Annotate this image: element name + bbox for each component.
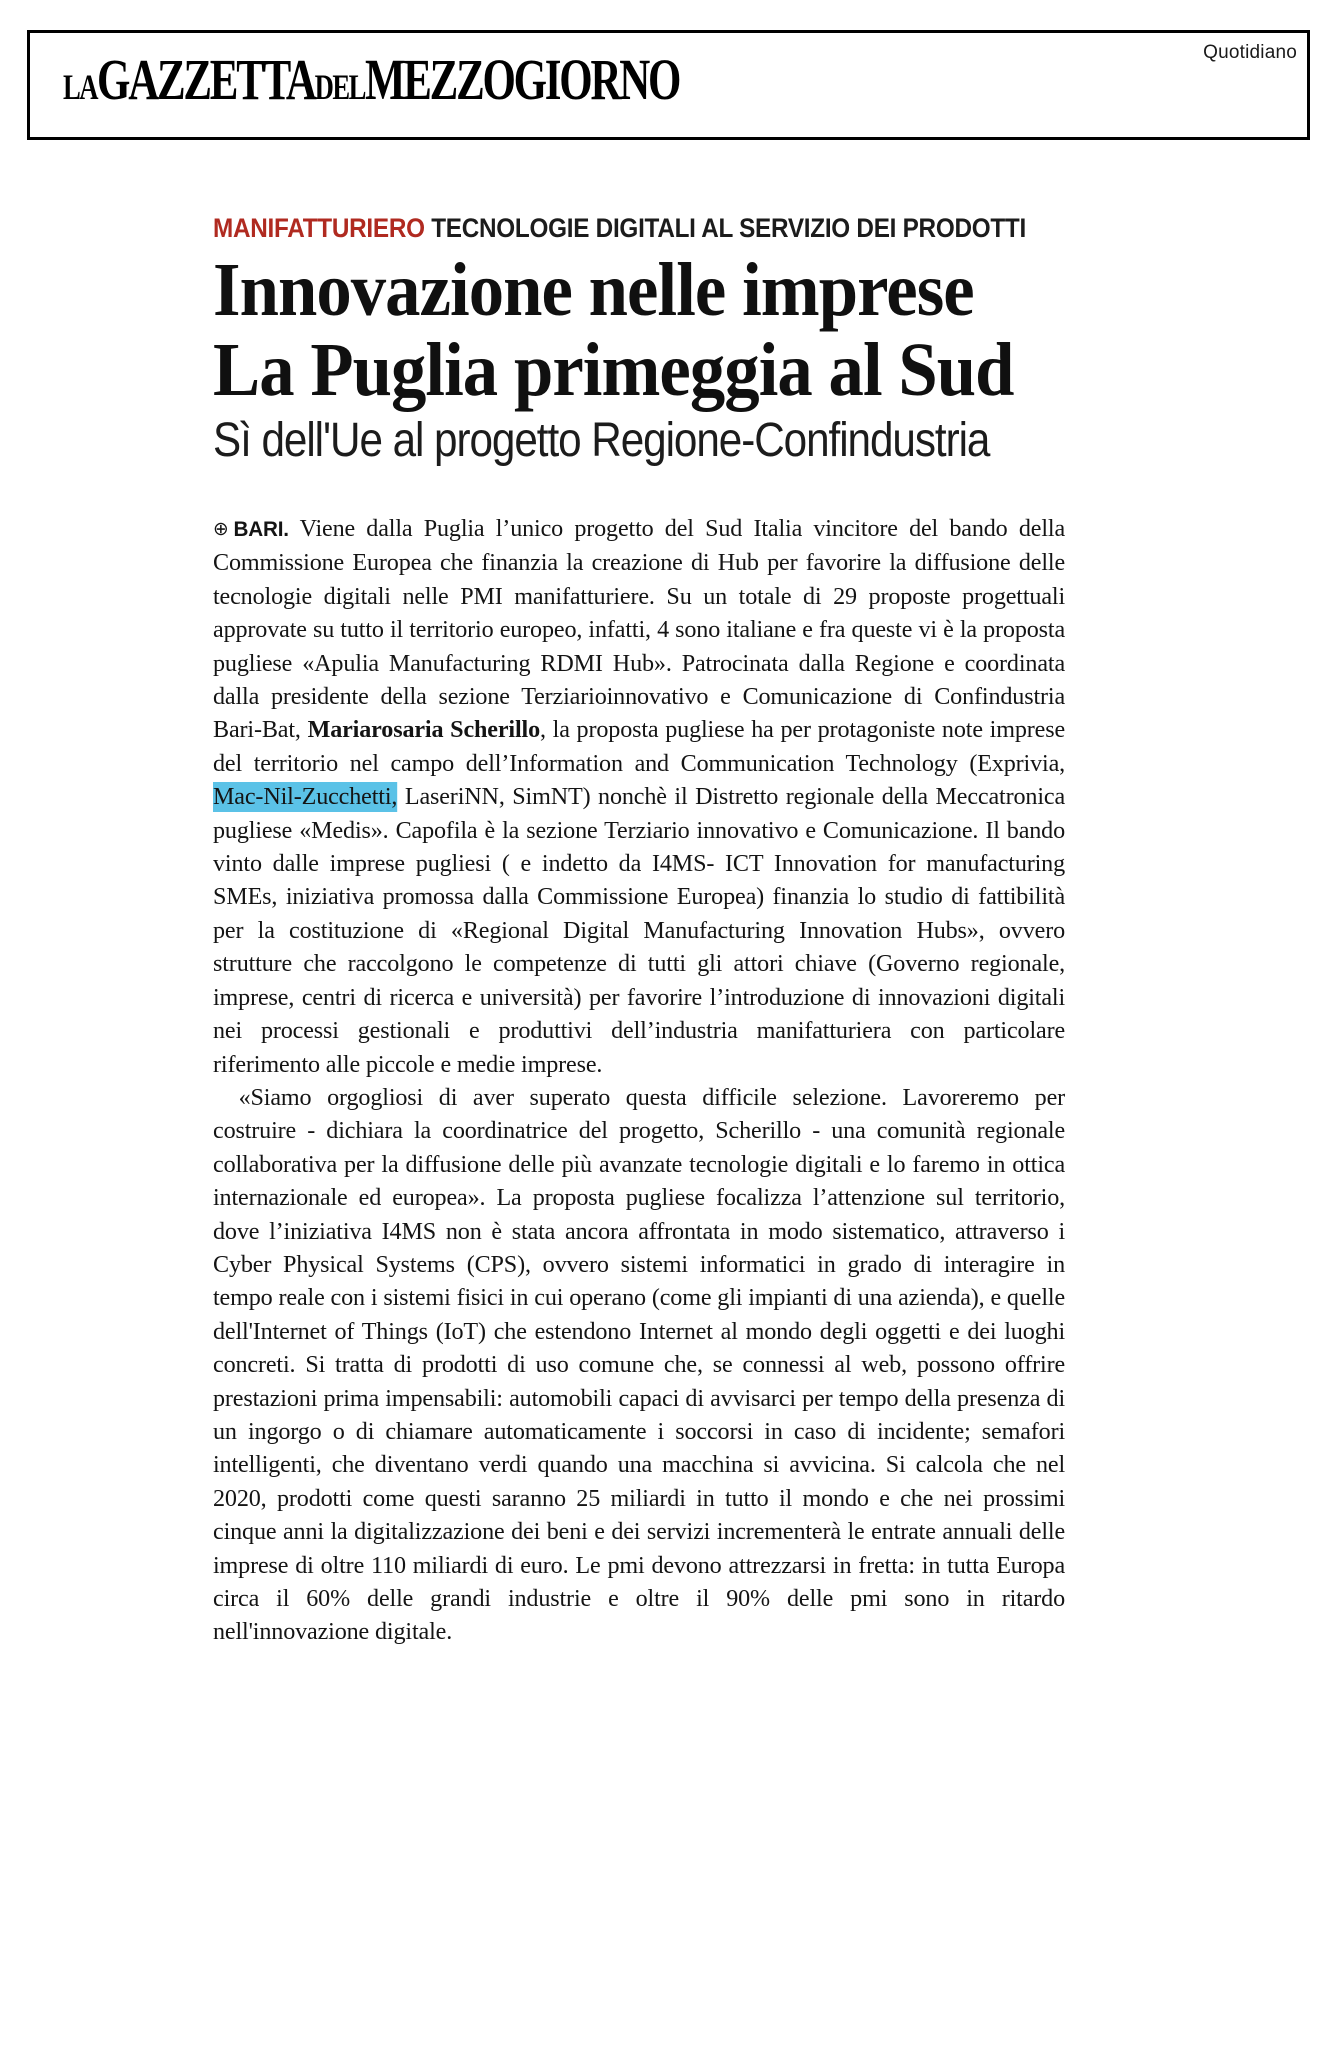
edition-label: Quotidiano xyxy=(1203,42,1297,63)
article-body xyxy=(213,212,1078,1649)
paragraph-1 xyxy=(213,512,1065,1081)
paragraph-2: «Siamo orgogliosi di aver superato questa difficile selezione. Lavoreremo per costruire - dichiara la coordinatrice del progetto, Scherillo - una comunità regionale collaborativa per la diffusione delle più avanzate tecnologie digitali e lo faremo in ottica internazionale ed europea». La proposta pugliese focalizza l’attenzione sul territorio, dove l’iniziativa I4MS non è stata ancora affrontata in modo sistematico, attraverso i Cyber Physical Systems (CPS), ovvero sistemi informatici in grado di interagire in tempo reale con i sistemi fisici in cui operano (come gli impianti di una azienda), e quelle dell'Internet of Things (IoT) che estendono Internet al mondo degli oggetti e dei luoghi concreti. Si tratta di prodotti di uso comune che, se connessi al web, possono offrire prestazioni prima impensabili: automobili capaci di avvisarci per tempo della presenza di un ingorgo o di chiamare automaticamente i soccorsi in caso di incidente; semafori intelligenti, che diventano verdi quando una macchina si avvicina. Si calcola che nel 2020, prodotti come questi saranno 25 miliardi in tutto il mondo e che nei prossimi cinque anni la digitalizzazione dei beni e dei servizi incrementerà le entrate annuali delle imprese di oltre 110 miliardi di euro. Le pmi devono attrezzarsi in fretta: in tutta Europa circa il 60% delle grandi industrie e oltre il 90% delle pmi sono in ritardo nell'innovazione digitale. xyxy=(213,1083,1066,1646)
logo-prefix: LA xyxy=(63,67,98,107)
dateline: BARI. xyxy=(233,518,289,541)
article-kicker xyxy=(213,212,1026,244)
headline-line-1: Innovazione nelle imprese xyxy=(213,248,974,332)
article-text xyxy=(213,512,1065,1649)
headline-line-2: La Puglia primeggia al Sud xyxy=(213,328,1014,412)
kicker-text: TECNOLOGIE DIGITALI AL SERVIZIO DEI PRODOTTI xyxy=(431,213,1026,243)
paragraph-1-part-b: , la proposta pugliese ha per protagoniste note imprese del territorio nel campo dell’Information and Communication Technology (Exprivia, xyxy=(213,716,1066,777)
logo-word-del: DEL xyxy=(314,67,365,107)
logo-word-mezzogiorno: MEZZOGIORNO xyxy=(364,47,680,112)
masthead xyxy=(0,0,1337,152)
person-name: Mariarosaria Scherillo xyxy=(307,716,541,744)
highlighted-company: Mac-Nil-Zucchetti, xyxy=(213,783,398,811)
article-headline xyxy=(213,250,1078,470)
masthead-frame xyxy=(27,30,1310,140)
logo-word-gazzetta: GAZZETTA xyxy=(97,47,315,112)
paragraph-1-part-c: LaseriNN, SimNT) nonchè il Distretto regionale della Meccatronica pugliese «Medis». Capofila è la sezione Terziario innovativo e Comunicazione. Il bando vinto dalle imprese pugliesi ( e indetto da I4MS- ICT Innovation for manufacturing SMEs, iniziativa promossa dalla Commissione Europea) finanzia lo studio di fattibilità per la costituzione di «Regional Digital Manufacturing Innovation Hubs», ovvero strutture che raccolgono le competenze di tutti gli attori chiave (Governo regionale, imprese, centri di ricerca e università) per favorire l’introduzione di innovazioni digitali nei processi gestionali e produttivi dell’industria manifatturiera con particolare riferimento alle piccole e medie imprese. xyxy=(213,783,1066,1078)
kicker-category: MANIFATTURIERO xyxy=(213,213,425,243)
paragraph-1-part-a: Viene dalla Puglia l’unico progetto del Sud Italia vincitore del bando della Commissione Europea che finanzia la creazione di Hub per favorire la diffusione delle tecnologie digitali nelle PMI manifatturiere. Su un totale di 29 proposte progettuali approvate su tutto il territorio europeo, infatti, 4 sono italiane e fra queste vi è la proposta pugliese «Apulia Manufacturing RDMI Hub». Patrocinata dalla Regione e coordinata dalla presidente della sezione Terziarioinnovativo e Comunicazione di Confindustria Bari-Bat, xyxy=(213,515,1066,744)
globe-icon: ⊕ xyxy=(213,519,229,540)
newspaper-logo xyxy=(63,47,680,116)
article-subheadline: Sì dell'Ue al progetto Regione-Confindustria xyxy=(213,414,990,467)
